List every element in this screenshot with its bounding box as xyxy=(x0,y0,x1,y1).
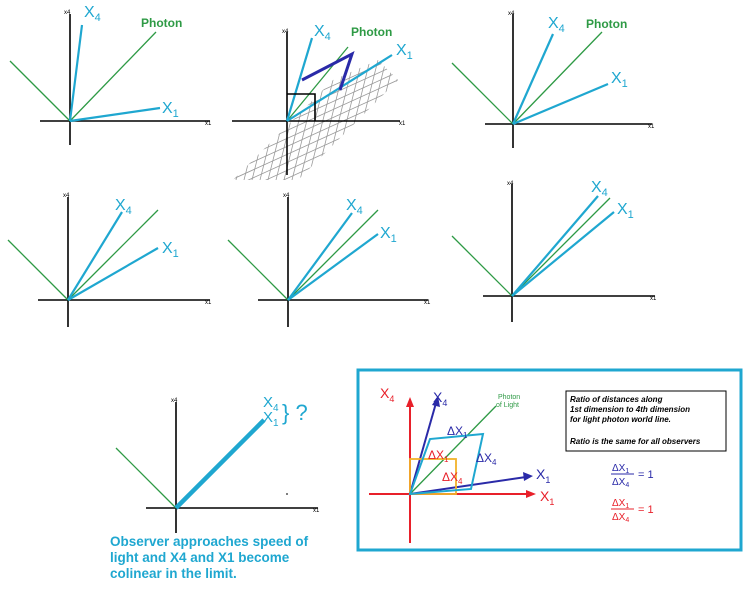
x4-label: $X_4$ xyxy=(84,4,101,24)
axis-y-tick-label: x4 xyxy=(63,193,70,199)
blue-ratio-numerator: $\Delta X_1$ xyxy=(612,463,630,475)
blue-dx1-label: $\Delta X_1$ xyxy=(447,424,468,440)
red-ratio-numerator: $\Delta X_1$ xyxy=(612,498,630,510)
photon-label: Photon xyxy=(141,16,183,30)
panel-3 xyxy=(452,11,655,148)
photon-line xyxy=(70,32,156,121)
axis-y-tick-label: x4 xyxy=(508,11,515,17)
blue-ratio-denominator: $\Delta X_4$ xyxy=(612,477,630,489)
x1-label: $X_1$ xyxy=(263,409,279,429)
x1-label: $X_1$ xyxy=(162,240,179,260)
photon-label: Photon xyxy=(586,17,628,31)
photon-label-1: Photon xyxy=(498,394,521,401)
x4-world-line xyxy=(68,212,122,300)
axis-x-tick-label: x1 xyxy=(205,121,212,127)
caption-line-2: light and X4 and X1 become xyxy=(110,550,290,565)
photon-line-left xyxy=(452,236,512,296)
axis-y-tick-label: x4 xyxy=(283,193,290,199)
x1-label: $X_1$ xyxy=(617,201,634,221)
note-line-3: for light photon world line. xyxy=(570,415,671,424)
x4-label: $X_4$ xyxy=(346,197,363,217)
inset-panel xyxy=(358,370,741,550)
blue-x4-label: $X_4$ xyxy=(433,389,448,408)
red-ratio-denominator: $\Delta X_4$ xyxy=(612,512,630,524)
photon-line xyxy=(513,32,602,124)
x1-label: $X_1$ xyxy=(396,42,413,62)
photon-line xyxy=(288,210,378,300)
stray-dot xyxy=(286,493,288,495)
axis-x-tick-label: x1 xyxy=(313,508,320,514)
colinear-world-line xyxy=(176,420,264,508)
caption-line-1: Observer approaches speed of xyxy=(110,534,309,549)
caption-line-3: colinear in the limit. xyxy=(110,566,237,581)
x1-world-line xyxy=(70,108,160,121)
note-line-4: Ratio is the same for all observers xyxy=(570,437,701,446)
photon-line-left xyxy=(116,448,176,508)
blue-ratio-equals: = 1 xyxy=(638,469,654,481)
x1-world-line xyxy=(512,212,614,296)
x4-label: $X_4$ xyxy=(115,197,132,217)
panel-5 xyxy=(228,193,431,327)
photon-line-left xyxy=(228,240,288,300)
axis-x-tick-label: x1 xyxy=(399,121,406,127)
question-brace: } ? xyxy=(282,400,308,425)
axis-y-tick-label: x4 xyxy=(171,398,178,404)
red-dx1-label: $\Delta X_1$ xyxy=(428,448,449,464)
photon-line-left xyxy=(8,240,68,300)
x4-label: $X_4$ xyxy=(548,15,565,35)
x4-world-line xyxy=(288,213,352,300)
limit-caption xyxy=(110,534,330,582)
axis-y-tick-label: x4 xyxy=(282,29,289,35)
panel-2 xyxy=(200,20,420,282)
axis-x-tick-label: x1 xyxy=(650,296,657,302)
photon-line-left xyxy=(10,61,70,121)
x4-label: $X_4$ xyxy=(263,394,279,414)
x4-label: $X_4$ xyxy=(314,23,331,43)
panel-7 xyxy=(116,394,320,533)
axis-x-tick-label: x1 xyxy=(648,124,655,130)
photon-line xyxy=(512,198,610,296)
red-x4-label: $X_4$ xyxy=(380,385,395,404)
photon-label: Photon xyxy=(351,25,393,39)
blue-x1-label: $X_1$ xyxy=(536,466,551,485)
panel-1 xyxy=(10,4,212,145)
x1-label: $X_1$ xyxy=(380,225,397,245)
red-ratio-equals: = 1 xyxy=(638,504,654,516)
red-dx4-label: $\Delta X_4$ xyxy=(442,470,463,486)
x1-world-line xyxy=(288,234,378,300)
panel-6 xyxy=(452,179,657,322)
photon-line-left xyxy=(452,63,513,124)
x4-world-line xyxy=(512,196,598,296)
blue-dx4-label: $\Delta X_4$ xyxy=(476,451,497,467)
axis-y-tick-label: x4 xyxy=(507,181,514,187)
note-line-1: Ratio of distances along xyxy=(570,395,663,404)
photon-label-2: of Light xyxy=(496,402,519,409)
note-line-2: 1st dimension to 4th dimension xyxy=(570,405,691,414)
x4-world-line xyxy=(70,25,82,121)
panel-4 xyxy=(8,193,212,327)
x1-label: $X_1$ xyxy=(162,100,179,120)
x4-label: $X_4$ xyxy=(591,179,608,199)
x1-label: $X_1$ xyxy=(611,70,628,90)
axis-x-tick-label: x1 xyxy=(424,300,431,306)
axis-x-tick-label: x1 xyxy=(205,300,212,306)
red-x1-label: $X_1$ xyxy=(540,488,555,507)
axis-y-tick-label: x4 xyxy=(64,10,71,16)
